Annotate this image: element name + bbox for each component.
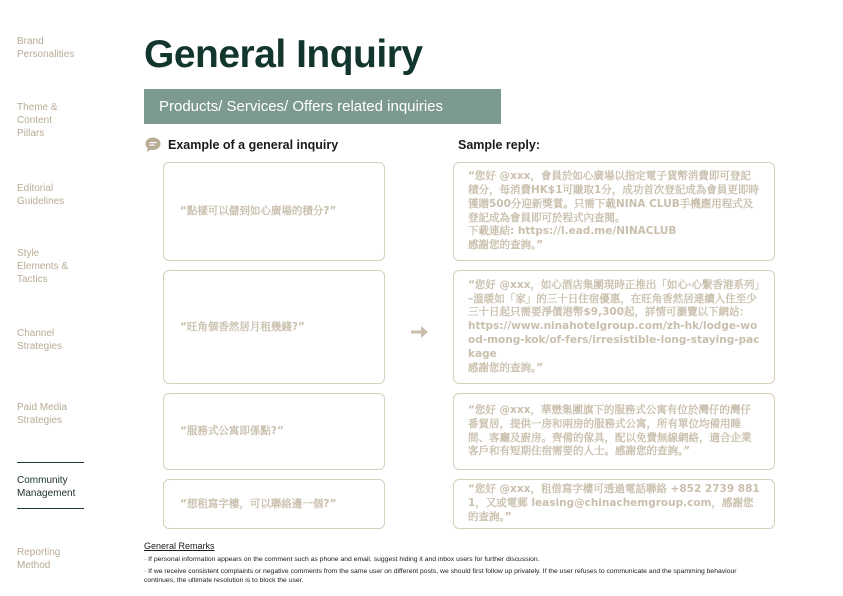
nav-item-style-elements[interactable]: Style Elements & Tactics [17,248,69,285]
inquiry-text: “想租寫字樓，可以聯絡邊一個?” [180,497,337,510]
reply-text: “您好 @xxx，如心酒店集團現時正推出「如心‧心繫香港系列」–溫暖如「家」的三十日住宿優惠，在旺角香然居連續入住至少三十日起只需要淨價港幣$9,300起，詳情可瀏覽以下網站： https://www.ninahotelgroup.com/zh-hk/lodge-wood-mong-kok/of-fers/irresistible-long-staying-package 感謝您的查詢。” [468,278,760,374]
inquiry-column-heading: Example of a general inquiry [168,138,339,152]
reply-box [453,162,775,261]
remark-item: · If we receive consistent complaints or negative comments from the same user on different posts, we should first follow up privately. If the user refuses to communicate and the spamming behaviour continues, the ultimate resolution is to block the user. [144,567,737,584]
nav-item-brand-personalities[interactable]: Brand Personalities [17,36,75,60]
nav-item-channel-strategies[interactable]: Channel Strategies [17,328,63,352]
active-divider-top [17,462,84,463]
reply-box [453,479,775,529]
arrow-right-icon [411,325,429,339]
inquiry-text: “服務式公寓即係點?” [180,425,284,437]
reply-text: “您好 @xxx，會員於如心廣場以指定電子貨幣消費即可登記積分，每消費HK$1可賺取1分，成功首次登記成為會員更即時獲贈500分迎新獎賞。只需下載NINA CLUB手機應用程式及登記成為會員即可於程式內查閱。 下載連結: https://l.ead.me/NINACLUB 感謝您的查詢。” [468,170,759,252]
reply-box [453,270,775,384]
reply-text: “您好 @xxx，華懋集團旗下的服務式公寓有位於灣仔的灣仔番貿居，提供一房和兩房的服務式公寓，所有單位均備用睡間、客廳及廚房。齊備的傢具，配以免費無線網絡，適合企業客戶和有短期住宿需要的人士。感謝您的查詢。” [468,403,752,458]
chat-bubble-icon [144,136,162,154]
active-divider-bottom [17,508,84,509]
remark-item: · If personal information appears on the comment such as phone and email, suggest hiding it and inbox users for further discussion. [144,556,540,563]
inquiry-text: “旺角個香然居月租幾錢?” [180,320,305,333]
section-banner: Products/ Services/ Offers related inquiries [144,89,501,124]
inquiry-box [163,393,385,470]
inquiry-box [163,479,385,529]
nav-item-paid-media[interactable]: Paid Media Strategies [17,402,68,426]
inquiry-text: “點樣可以儲到如心廣場的積分?” [180,205,337,217]
nav-item-reporting-method[interactable]: Reporting Method [17,547,61,571]
nav-item-theme-content-pillars[interactable]: Theme & Content Pillars [17,102,58,139]
remarks-title: General Remarks [144,541,215,551]
reply-column-heading: Sample reply: [458,138,540,152]
nav-item-community-management[interactable]: Community Management [17,475,76,499]
nav-item-editorial-guidelines[interactable]: Editorial Guidelines [17,183,65,207]
general-remarks [144,541,764,588]
page-title: General Inquiry [144,33,423,76]
inquiry-box [163,162,385,261]
inquiry-box [163,270,385,384]
reply-text: “您好 @xxx，租借寫字樓可透過電話聯絡 +852 2739 8811，又或電郵 leasing@chinachemgroup.com，感謝您的查詢。” [468,483,760,523]
reply-box [453,393,775,470]
